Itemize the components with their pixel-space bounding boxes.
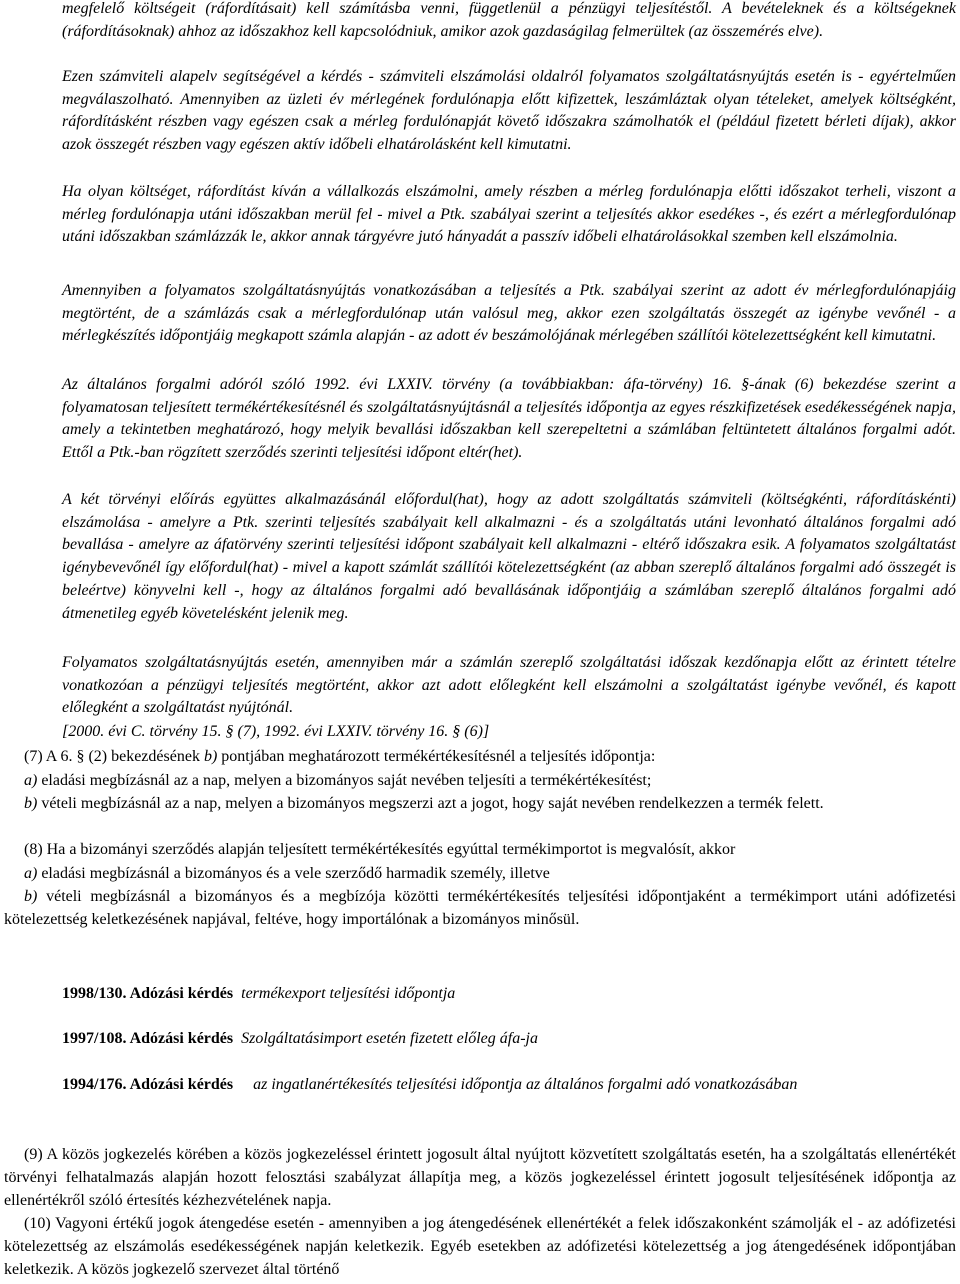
section-8-intro: (8) Ha a bizományi szerződés alapján teljesített termékértékesítés egyúttal termékimportot is megvalósít, akkor (24, 841, 736, 858)
section-8-item-b: b) vételi megbízásnál a bizományos és a megbízója közötti termékértékesítés teljesítési időpontjaként a termékimport utáni adófizetési kötelezettség keletkezésének napjával, feltéve, hogy importálónak a bizományos minősül. (4, 888, 956, 929)
section-7-item-a: a) eladási megbízásnál az a nap, melyen a bizományos saját nevében teljesíti a termékértékesítést; (24, 772, 652, 789)
reference-link-1994-176[interactable]: 1994/176. Adózási kérdés az ingatlanértékesítés teljesítési időpontja az általános forgalmi adó vonatkozásában (62, 1076, 798, 1093)
italic-paragraph-4: Amennyiben a folyamatos szolgáltatásnyújtás vonatkozásában a teljesítés a Ptk. szabályai szerint az adott év mérlegfordulónapjáig megtörtént, de a számlázás csak a mérlegfordulónap után valósul meg, akkor ezen szolgáltatás összegét az igénybe vevőnél - a mérlegkészítés időpontjáig megkapott számla alapján - az adott év beszámolójának mérlegében szállítói kötelezettségként kell kimutatni. (62, 282, 956, 345)
italic-paragraph-6: A két törvényi előírás együttes alkalmazásánál előfordul(hat), hogy az adott szolgáltatás számviteli (költségkénti, ráfordításkénti) elszámolása - amelyre a Ptk. szerinti teljesítés szabályait kell alkalmazni - és a szolgáltatás utáni levonható általános forgalmi adó bevallása - amelyre az áfatörvény szerinti teljesítési időpont szabályait kell alkalmazni - eltérő időszakra esik. A folyamatos szolgáltatást igénybevevőnél így előfordul(hat) - mivel a kapott számlát szállítói kötelezettségként (az abban szereplő általános forgalmi adó összegét is beleértve) könyvelni kell -, hogy az általános forgalmi adó bevallásának időpontjáig a számlában szereplő általános forgalmi adó átmenetileg egyéb követelésként jelenik meg. (62, 491, 956, 622)
italic-paragraph-5: Az általános forgalmi adóról szóló 1992. évi LXXIV. törvény (a továbbiakban: áfa-törvény) 16. §-ának (6) bekezdése szerint a folyamatosan teljesített termékértékesítésnél és szolgáltatásnyújtásnál a teljesítés időpontja az egyes részkifizetések esedékességének napja, amely a tekintetben meghatározó, hogy melyik bevallási időszakban kell szerepeltetni a számlában feltüntetett általános forgalmi adót. Ettől a Ptk.-ban rögzített szerződés szerinti teljesítési időpont eltér(het). (62, 376, 956, 462)
section-10-paragraph: (10) Vagyoni értékű jogok átengedése esetén - amennyiben a jog átengedésének ellenértékét a felek időszakonként számolják el - az adófizetési kötelezettség az elszámolás esedékességének napján keletkezik. Egyéb esetekben az adófizetési kötelezettség a jog átengedésének időpontjában keletkezik. A közös jogkezelő szervezet által történő (4, 1215, 956, 1278)
italic-paragraph-7: Folyamatos szolgáltatásnyújtás esetén, amennyiben már a számlán szereplő szolgáltatási időszak kezdőnapja előtt az érintett tételre vonatkozóan a pénzügyi teljesítés megtörtént, akkor azt adott előlegként kell elszámolni a szolgáltatást igénybe vevőnél, és kapott előlegként a szolgáltatást nyújtónál. (62, 654, 956, 717)
italic-paragraph-3: Ha olyan költséget, ráfordítást kíván a vállalkozás elszámolni, amely részben a mérleg fordulónapja előtti időszakot terheli, viszont a mérleg fordulónapja utáni időszakban merül fel - mivel a Ptk. szabályai szerint a teljesítés akkor esedékes -, és ezért a mérlegfordulónap utáni időszakban számlázzák le, akkor annak tárgyévre jutó hányadát a passzív időbeli elhatárolásokkal szemben kell elszámolnia. (62, 183, 956, 246)
reference-link-1998-130[interactable]: 1998/130. Adózási kérdés termékexport teljesítési időpontja (62, 985, 456, 1002)
section-8-item-a: a) eladási megbízásnál a bizományos és a vele szerződő harmadik személy, illetve (24, 865, 550, 882)
section-9-paragraph: (9) A közös jogkezelés körében a közös jogkezeléssel érintett jogosult által nyújtott közvetített szolgáltatás esetén, ha a szolgáltatás ellenértékét törvényi felhatalmazás alapján hozott felosztási szabályzat állapítja meg, a közös jogkezeléssel érintett jogosult teljesítésének időpontja az ellenértékről szóló értesítés kézhezvételének napja. (4, 1146, 956, 1209)
section-7-intro: (7) A 6. § (2) bekezdésének b) pontjában meghatározott termékértékesítésnél a teljesítés időpontja: (24, 748, 656, 765)
reference-link-1997-108[interactable]: 1997/108. Adózási kérdés Szolgáltatásimport esetén fizetett előleg áfa-ja (62, 1030, 538, 1047)
italic-legal-citation: [2000. évi C. törvény 15. § (7), 1992. évi LXXIV. törvény 16. § (6)] (62, 723, 490, 740)
section-7-item-b: b) vételi megbízásnál az a nap, melyen a bizományos megszerzi azt a jogot, hogy saját nevében rendelkezzen a termék felett. (24, 795, 824, 812)
italic-paragraph-1: megfelelő költségeit (ráfordításait) kell számításba venni, függetlenül a pénzügyi teljesítéstől. A bevételeknek és a költségeknek (ráfordításoknak) ahhoz az időszakhoz kell kapcsolódniuk, amikor azok gazdaságilag felmerültek (az összemérés elve). (62, 0, 956, 40)
italic-paragraph-2: Ezen számviteli alapelv segítségével a kérdés - számviteli elszámolási oldalról folyamatos szolgáltatásnyújtás esetén is - egyértelműen megválaszolható. Amennyiben az üzleti év mérlegének fordulónapja előtt kifizettek, leszámláztak olyan tételeket, amelyek költségként, ráfordításként részben vagy egészen csak a mérleg fordulónapját követő időszakra számolhatók el (például fizetett bérleti díjak), akkor azok összegét részben vagy egészen aktív időbeli elhatárolásként kell kimutatni. (62, 68, 956, 154)
